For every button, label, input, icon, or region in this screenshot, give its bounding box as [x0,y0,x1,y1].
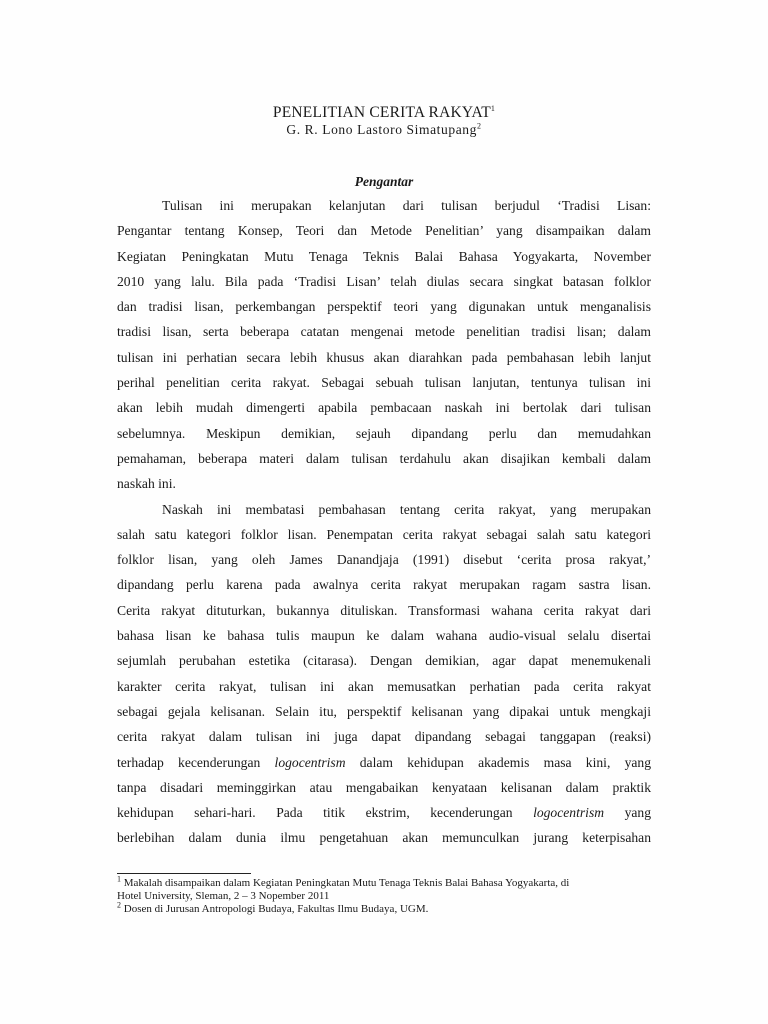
text-line: tradisi lisan, serta beberapa catatan mengenai metode penelitian tradisi lisan; dalam [117,324,651,340]
text-line: Pengantar tentang Konsep, Teori dan Metode Penelitian’ yang disampaikan dalam [117,223,651,239]
footnote-text: Makalah disampaikan dalam Kegiatan Peningkatan Mutu Tenaga Teknis Balai Bahasa Yogyakarta, di [123,877,570,889]
footnote-mark: 1 [117,874,121,884]
title-footnote-mark: 1 [490,103,496,113]
emphasized-term: logocentrism [533,805,605,821]
text-line: berlebihan dalam dunia ilmu pengetahuan akan memunculkan jurang keterpisahan [117,830,651,846]
emphasized-term: logocentrism [274,754,346,770]
text-line: Naskah ini membatasi pembahasan tentang cerita rakyat, yang merupakan [162,501,651,517]
footnote-text: Hotel University, Sleman, 2 – 3 Nopember 2011 [117,890,330,902]
text-line: pemahaman, beberapa materi dalam tulisan terdahulu akan disajikan kembali dalam [117,450,651,466]
text-line: bahasa lisan ke bahasa tulis maupun ke dalam wahana audio-visual selalu disertai [117,628,651,644]
text-line: tanpa disadari meminggirkan atau mengabaikan kenyataan kelisanan dalam praktik [117,779,651,795]
text-line [117,806,651,831]
text-line: perihal penelitian cerita rakyat. Sebagai sebuah tulisan lanjutan, tentunya tulisan ini [117,375,651,391]
footnote-line [117,874,651,890]
text-line: tulisan ini perhatian secara lebih khusus akan diarahkan pada pembahasan lebih lanjut [117,349,651,365]
text-segment: terhadap kecenderungan [117,754,275,770]
footnote-text: Dosen di Jurusan Antropologi Budaya, Fakultas Ilmu Budaya, UGM. [123,903,429,915]
footnote-line [117,890,651,903]
text-line: Tulisan ini merupakan kelanjutan dari tulisan berjudul ‘Tradisi Lisan: [162,198,651,213]
text-line: akan lebih mudah dimengerti apabila pembacaan naskah ini bertolak dari tulisan [117,400,651,416]
section-heading: Pengantar [354,174,414,189]
text-line: 2010 yang lalu. Bila pada ‘Tradisi Lisan’ telah diulas secara singkat batasan folklor [117,273,651,289]
text-line: naskah ini. [117,476,176,492]
text-line: karakter cerita rakyat, tulisan ini akan memusatkan perhatian pada cerita rakyat [117,678,651,694]
text-line: sejumlah perubahan estetika (citarasa). Dengan demikian, agar dapat menemukenali [117,653,651,669]
text-line: salah satu kategori folklor lisan. Penempatan cerita rakyat sebagai salah satu kategori [117,526,651,542]
body-text [117,199,651,857]
text-line: dipandang perlu karena pada awalnya cerita rakyat merupakan ragam sastra lisan. [117,577,651,593]
text-segment: yang [604,805,651,821]
text-line: dan tradisi lisan, perkembangan perspektif teori yang digunakan untuk menganalisis [117,299,651,315]
footnote-line [117,900,651,916]
text-segment: dalam kehidupan akademis masa kini, yang [345,754,652,770]
author-footnote-mark: 2 [477,121,482,131]
footnote-mark: 2 [117,900,121,910]
text-line [117,756,651,781]
footnote-separator [117,873,251,874]
text-line: Kegiatan Peningkatan Mutu Tenaga Teknis Balai Bahasa Yogyakarta, November [117,248,651,264]
text-line: sebagai gejala kelisanan. Selain itu, perspektif kelisanan yang dipakai untuk mengkaji [117,703,651,719]
author-name: G. R. Lono Lastoro Simatupang [286,122,478,137]
text-line: Cerita rakyat dituturkan, bukannya dituliskan. Transformasi wahana cerita rakyat dari [117,602,651,618]
document-title [0,104,768,122]
text-line: cerita rakyat dalam tulisan ini juga dapat dipandang sebagai tanggapan (reaksi) [117,729,651,745]
text-segment: kehidupan sehari-hari. Pada titik ekstrim, kecenderungan [117,805,534,821]
text-line: sebelumnya. Meskipun demikian, sejauh dipandang perlu dan memudahkan [117,425,651,441]
title-text: PENELITIAN CERITA RAKYAT [272,104,491,121]
text-line: folklor lisan, yang oleh James Danandjaja (1991) disebut ‘cerita prosa rakyat,’ [117,552,651,568]
footnotes [117,874,651,916]
author-line [0,122,768,138]
